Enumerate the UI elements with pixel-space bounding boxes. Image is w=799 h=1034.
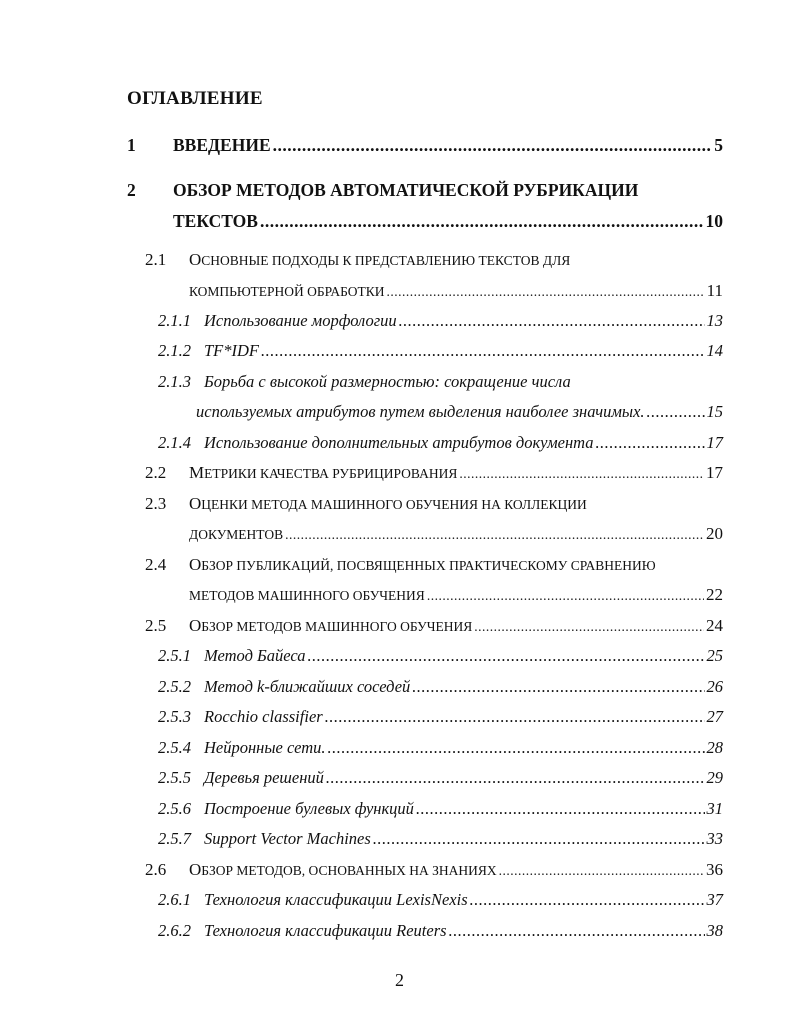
- toc-title-line2: ДОКУМЕНТОВ: [189, 527, 284, 542]
- toc-line: [173, 135, 723, 156]
- toc-number: 2.5.4: [158, 738, 191, 757]
- toc-number: 2.1.2: [158, 341, 191, 360]
- toc-title-rest: ЕТРИКИ КАЧЕСТВА РУБРИЦИРОВАНИЯ: [204, 466, 458, 481]
- toc-page: 13: [706, 311, 723, 330]
- leader-dots: [459, 466, 704, 482]
- toc-title: [189, 463, 457, 483]
- toc-line: [189, 616, 723, 636]
- toc-line: [204, 646, 723, 666]
- toc-title-line1: Борьба с высокой размерностью: сокращение числа: [204, 372, 571, 391]
- toc-number: 2.5.6: [158, 799, 191, 818]
- toc-number: 2.1: [145, 250, 167, 269]
- leader-dots: [373, 829, 705, 849]
- toc-title-rest: БЗОР МЕТОДОВ, ОСНОВАННЫХ НА ЗНАНИЯХ: [201, 863, 497, 878]
- toc-number: 2.5.7: [158, 829, 191, 848]
- toc-line: [204, 768, 723, 788]
- leader-dots: [427, 588, 704, 604]
- toc-page: 17: [706, 463, 723, 482]
- leader-dots: [387, 284, 705, 300]
- toc-title: [189, 616, 472, 636]
- toc-title: Использование морфологии: [204, 311, 397, 330]
- toc-title: Rocchio classifier: [204, 707, 323, 726]
- toc-page: 11: [706, 281, 723, 300]
- toc-number: 2: [127, 180, 136, 200]
- toc-title-rest: БЗОР ПУБЛИКАЦИЙ, ПОСВЯЩЕННЫХ ПРАКТИЧЕСКОМУ СРАВНЕНИЮ: [201, 558, 656, 573]
- toc-page: 25: [706, 646, 723, 665]
- toc-line: [173, 211, 723, 232]
- toc-number: 2.6.1: [158, 890, 191, 909]
- toc-title: Метод k-ближайших соседей: [204, 677, 411, 696]
- toc-page: 31: [706, 799, 723, 818]
- toc-title: Метод Байеса: [204, 646, 306, 665]
- toc-page: 15: [706, 402, 723, 421]
- toc-number: 2.5: [145, 616, 167, 635]
- toc-page: 28: [706, 738, 723, 757]
- leader-dots: [499, 863, 704, 879]
- toc-page: 24: [706, 616, 723, 635]
- toc-title: Нейронные сети.: [204, 738, 326, 757]
- toc-line: [204, 738, 723, 758]
- leader-dots: [399, 311, 705, 331]
- toc-page: 26: [706, 677, 723, 696]
- toc-page: 20: [706, 524, 723, 543]
- toc-number: 2.5.5: [158, 768, 191, 787]
- leader-dots: [647, 402, 705, 422]
- toc-line: [204, 799, 723, 819]
- toc-title: Построение булевых функций: [204, 799, 414, 818]
- toc-title: Деревья решений: [204, 768, 324, 787]
- toc-number: 2.1.1: [158, 311, 191, 330]
- toc-title-rest: БЗОР МЕТОДОВ МАШИННОГО ОБУЧЕНИЯ: [201, 619, 473, 634]
- toc-title-line2: МЕТОДОВ МАШИННОГО ОБУЧЕНИЯ: [189, 588, 425, 603]
- toc-page: 36: [706, 860, 723, 879]
- toc-line: [204, 829, 723, 849]
- toc-title: ВВЕДЕНИЕ: [173, 135, 271, 155]
- toc-page: 33: [706, 829, 723, 848]
- toc-number: 2.5.3: [158, 707, 191, 726]
- toc-title-rest: ЦЕНКИ МЕТОДА МАШИННОГО ОБУЧЕНИЯ НА КОЛЛЕКЦИИ: [201, 497, 587, 512]
- toc-title-line1: [189, 555, 656, 575]
- toc-line: [196, 402, 723, 422]
- toc-title: TF*IDF: [204, 341, 259, 360]
- leader-dots: [261, 341, 705, 361]
- toc-number: 2.1.3: [158, 372, 191, 391]
- toc-title-line2: используемых атрибутов путем выделения наиболее значимых.: [196, 402, 645, 421]
- toc-title-line1: [189, 250, 570, 270]
- leader-dots: [470, 890, 705, 910]
- toc-number: 2.6: [145, 860, 167, 879]
- toc-number: 2.1.4: [158, 433, 191, 452]
- toc-title-initial: О: [189, 494, 202, 513]
- toc-number: 1: [127, 135, 136, 155]
- leader-dots: [285, 527, 704, 543]
- toc-title-line1: ОБЗОР МЕТОДОВ АВТОМАТИЧЕСКОЙ РУБРИКАЦИИ: [173, 180, 639, 200]
- toc-page: 38: [706, 921, 723, 940]
- toc-page: 29: [706, 768, 723, 787]
- toc-number: 2.6.2: [158, 921, 191, 940]
- toc-line: [204, 311, 723, 331]
- toc-number: 2.3: [145, 494, 167, 513]
- toc-page: 14: [706, 341, 723, 360]
- toc-number: 2.4: [145, 555, 167, 574]
- toc-line: [204, 921, 723, 941]
- leader-dots: [596, 433, 705, 453]
- toc-title-line1: [189, 494, 587, 514]
- toc-line: [189, 281, 723, 301]
- toc-line: [189, 860, 723, 880]
- toc-title-initial: О: [189, 555, 202, 574]
- toc-line: [189, 524, 723, 544]
- toc-title-rest: СНОВНЫЕ ПОДХОДЫ К ПРЕДСТАВЛЕНИЮ ТЕКСТОВ ДЛЯ: [201, 253, 571, 268]
- toc-number: 2.2: [145, 463, 167, 482]
- toc-line: [204, 677, 723, 697]
- toc-line: [204, 707, 723, 727]
- toc-title-initial: О: [189, 616, 202, 635]
- toc-page: 10: [705, 211, 723, 231]
- toc-title-initial: М: [189, 463, 205, 482]
- leader-dots: [412, 677, 704, 697]
- toc-title-line2: ТЕКСТОВ: [173, 211, 258, 231]
- toc-title: Технология классификации LexisNexis: [204, 890, 468, 909]
- toc-title: Support Vector Machines: [204, 829, 371, 848]
- toc-title: Технология классификации Reuters: [204, 921, 447, 940]
- leader-dots: [260, 211, 704, 232]
- leader-dots: [474, 619, 704, 635]
- leader-dots: [416, 799, 705, 819]
- leader-dots: [328, 738, 705, 758]
- toc-page: 5: [714, 135, 723, 155]
- toc-title-initial: О: [189, 860, 202, 879]
- leader-dots: [449, 921, 705, 941]
- toc-page: 22: [706, 585, 723, 604]
- leader-dots: [325, 707, 705, 727]
- toc-title: Использование дополнительных атрибутов документа: [204, 433, 594, 452]
- toc-line: [204, 341, 723, 361]
- toc-line: [204, 433, 723, 453]
- toc-line: [189, 585, 723, 605]
- leader-dots: [326, 768, 705, 788]
- toc-title-line2: КОМПЬЮТЕРНОЙ ОБРАБОТКИ: [189, 284, 385, 299]
- leader-dots: [308, 646, 705, 666]
- leader-dots: [273, 135, 713, 156]
- page-number: 2: [395, 970, 404, 990]
- toc-number: 2.5.2: [158, 677, 191, 696]
- toc-page: 27: [706, 707, 723, 726]
- toc-number: 2.5.1: [158, 646, 191, 665]
- toc-line: [204, 890, 723, 910]
- toc-heading: ОГЛАВЛЕНИЕ: [127, 88, 263, 109]
- toc-page: 17: [706, 433, 723, 452]
- toc-page: 37: [706, 890, 723, 909]
- toc-line: [189, 463, 723, 483]
- toc-title: [189, 860, 497, 880]
- toc-title-initial: О: [189, 250, 202, 269]
